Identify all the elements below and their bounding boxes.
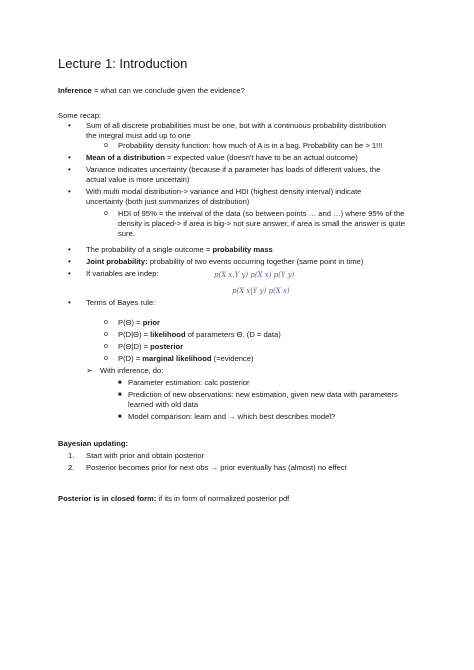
joint-prob-term: Joint probability: xyxy=(86,257,148,266)
recap-item: If variables are indep: xyxy=(86,269,159,278)
joint-prob-text: probability of two events occurring together (same point in time) xyxy=(147,257,364,266)
bayes-term-name: posterior xyxy=(150,342,184,351)
bullet-dot: • xyxy=(68,257,71,266)
list-number: 1. xyxy=(68,451,75,460)
recap-item: Sum of all discrete probabilities must be one, but with a continuous probability distribution xyxy=(86,121,387,130)
page-title: Lecture 1: Introduction xyxy=(58,56,188,71)
recap-item: Terms of Bayes rule: xyxy=(86,298,156,307)
recap-subitem: sure. xyxy=(118,229,135,238)
recap-item: With multi modal distribution-> variance and HDI (highest density interval) indicate xyxy=(86,187,362,196)
bayes-term-name: prior xyxy=(142,318,160,327)
sub-bullet-o: o xyxy=(104,210,108,217)
bullet-dot: • xyxy=(68,153,71,162)
inference-use-item: Model comparison: learn and → which best describes model? xyxy=(128,412,336,421)
inference-text: = what can we conclude given the evidence? xyxy=(91,86,245,95)
closed-form-text: if its in form of normalized posterior pdf xyxy=(156,494,290,503)
sub-bullet-o: o xyxy=(104,343,108,350)
square-bullet-icon: ■ xyxy=(118,392,122,398)
inference-uses-heading: With inference, do: xyxy=(100,366,164,375)
prob-mass-text: The probability of a single outcome = xyxy=(86,245,213,254)
updating-step: Start with prior and obtain posterior xyxy=(86,451,205,460)
closed-form-note xyxy=(58,494,289,504)
independence-formula-line1: p(X x,Y y) p(X x) p(Y y) xyxy=(214,271,295,279)
sub-bullet-o: o xyxy=(104,142,108,149)
recap-subitem: HDI of 95% = the interval of the data (so between points … and …) where 95% of the xyxy=(118,209,405,218)
recap-item: actual value is more uncertain) xyxy=(86,175,190,184)
bayes-term-symbol: P(Θ) = xyxy=(118,318,143,327)
recap-item xyxy=(86,153,358,163)
recap-subitem: Probability density function: how much of A is in a bag. Probability can be > 1!!! xyxy=(118,141,383,150)
bullet-dot: • xyxy=(68,187,71,196)
bullet-dot: • xyxy=(68,245,71,254)
list-number: 2. xyxy=(68,463,75,472)
bayes-term-posterior xyxy=(118,342,183,352)
bayes-term-prior xyxy=(118,318,160,328)
recap-item: Variance indicates uncertainty (because if a parameter has loads of different values, the xyxy=(86,165,381,174)
bullet-dot: • xyxy=(68,121,71,130)
inference-use-item: learned with old data xyxy=(128,400,199,409)
recap-item: uncertainty (both just summarizes of distribution) xyxy=(86,197,250,206)
recap-item xyxy=(86,245,273,255)
bayes-term-name: marginal likelihood xyxy=(142,354,212,363)
recap-item: the integral must add up to one xyxy=(86,131,191,140)
inference-use-item: Prediction of new observations: new estimation, given new data with parameters xyxy=(128,390,398,399)
bayes-term-symbol: P(Θ|D) = xyxy=(118,342,151,351)
bayes-term-symbol: P(D) = xyxy=(118,354,143,363)
bayes-term-name: likelihood xyxy=(150,330,186,339)
mean-text: = expected value (doesn't have to be an actual outcome) xyxy=(164,153,358,162)
bayes-term-note: (=evidence) xyxy=(211,354,254,363)
bullet-dot: • xyxy=(68,269,71,278)
square-bullet-icon: ■ xyxy=(118,414,122,420)
bayes-term-symbol: P(D|Θ) = xyxy=(118,330,151,339)
arrow-bullet-icon: ➢ xyxy=(86,366,93,375)
bayes-term-evidence xyxy=(118,354,253,364)
sub-bullet-o: o xyxy=(104,355,108,362)
bayes-term-likelihood xyxy=(118,330,281,340)
recap-subitem: density is placed-> if area is big-> not sure answer, if area is small the answer is quite xyxy=(118,219,406,228)
inference-use-item: Parameter estimation: calc posterior xyxy=(128,378,250,387)
bayesian-updating-heading: Bayesian updating: xyxy=(58,439,129,448)
bayes-term-note: of parameters Θ. (D = data) xyxy=(185,330,281,339)
prob-mass-term: probability mass xyxy=(212,245,273,254)
bullet-dot: • xyxy=(68,298,71,307)
updating-step: Posterior becomes prior for next obs → prior eventually has (almost) no effect xyxy=(86,463,347,472)
bullet-dot: • xyxy=(68,165,71,174)
sub-bullet-o: o xyxy=(104,319,108,326)
recap-item xyxy=(86,257,363,267)
independence-formula-line2: p(X x|Y y) p(X x) xyxy=(232,287,290,295)
recap-heading: Some recap: xyxy=(58,111,102,120)
inference-definition xyxy=(58,86,245,96)
square-bullet-icon: ■ xyxy=(118,380,122,386)
inference-term: Inference xyxy=(58,86,92,95)
closed-form-term: Posterior is in closed form: xyxy=(58,494,157,503)
sub-bullet-o: o xyxy=(104,331,108,338)
mean-term: Mean of a distribution xyxy=(86,153,165,162)
